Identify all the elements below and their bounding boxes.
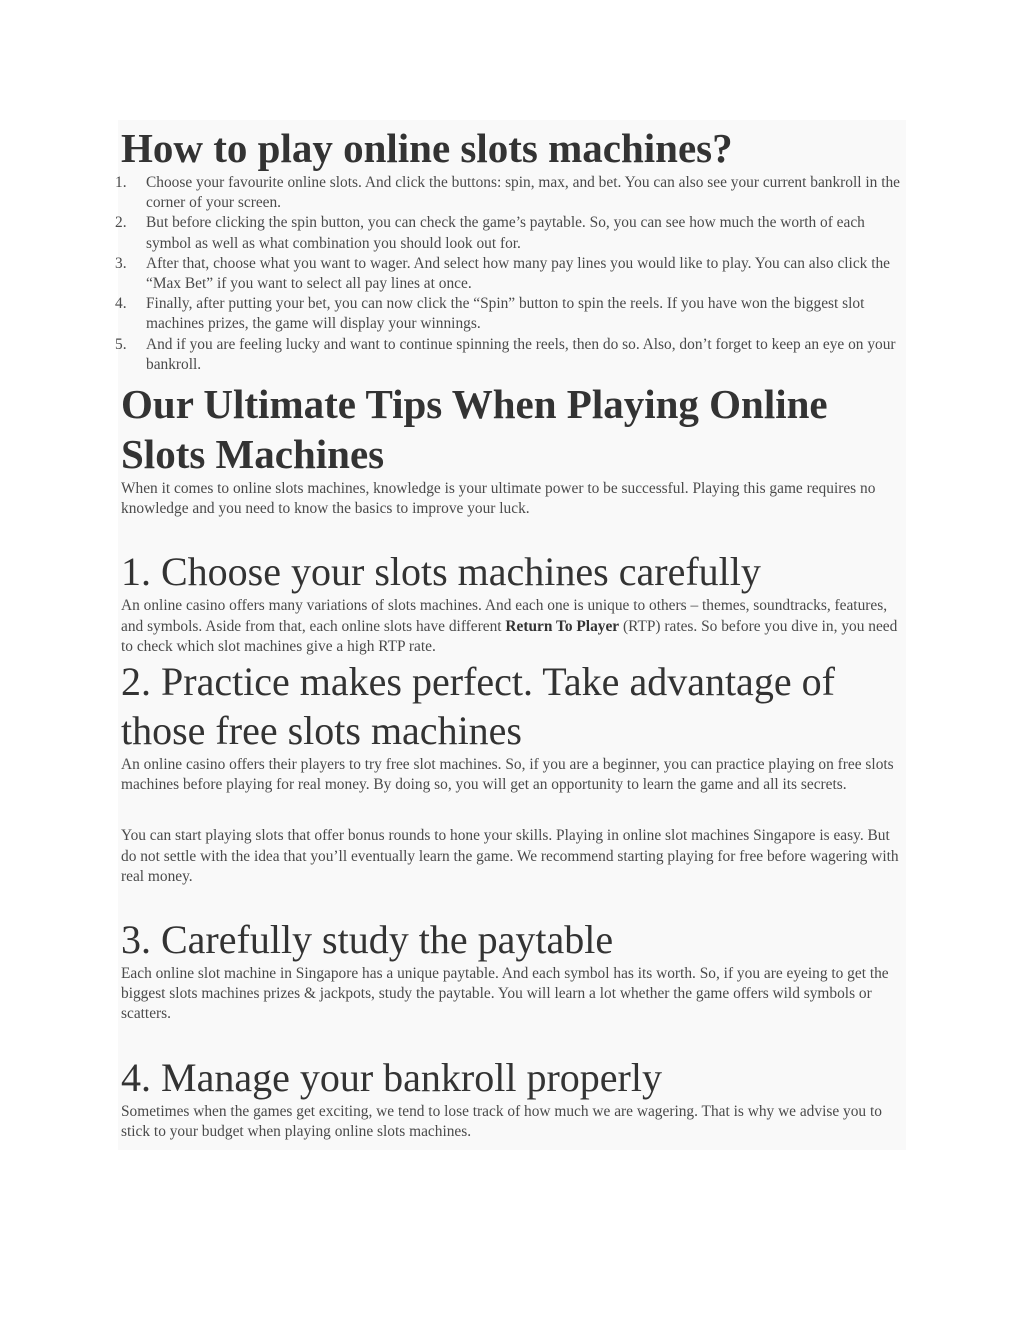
article: [115, 120, 905, 1142]
list-item-text: And if you are feeling lucky and want to continue spinning the reels, then do so. Also, don’t forget to keep an eye on your bankroll.: [146, 335, 896, 373]
how-to-play-heading: How to play online slots machines?: [121, 125, 733, 171]
tip-3-text: Each online slot machine in Singapore has a unique paytable. And each symbol has its worth. So, if you are eyeing to get the biggest slots machines prizes & jackpots, study the paytable. You will learn a lot whether the game offers wild symbols or scatters.: [121, 965, 889, 1023]
list-item: [115, 213, 905, 253]
list-item: [115, 294, 905, 334]
tip-1-text-start: An online casino offers many variations of slots machines. And each one is unique to others – themes, soundtracks, features, and symbols. Aside from that, each online slots have different: [121, 597, 888, 635]
list-item-text: Choose your favourite online slots. And click the buttons: spin, max, and bet. You can also see your current bankroll in the corner of your screen.: [146, 174, 901, 212]
list-item: [115, 335, 905, 375]
tip-1-text: [121, 596, 905, 657]
list-item: [115, 254, 905, 294]
tip-4-text: Sometimes when the games get exciting, we tend to lose track of how much we are wagering. That is why we advise you to stick to your budget when playing online slots machines.: [121, 1102, 882, 1140]
list-item: [115, 173, 905, 213]
ultimate-tips-intro: When it comes to online slots machines, knowledge is your ultimate power to be successful. Playing this game requires no knowledge and you need to know the basics to improve your luck.: [121, 480, 876, 518]
list-item-number: 4.: [115, 295, 127, 313]
list-item-text: Finally, after putting your bet, you can now click the “Spin” button to spin the reels. If you have won the biggest slot machines prizes, the game will display your winnings.: [146, 295, 865, 333]
ultimate-tips-heading: Our Ultimate Tips When Playing Online Slots Machines: [121, 381, 828, 478]
list-item-text: After that, choose what you want to wager. And select how many pay lines you would like to play. You can also click the “Max Bet” if you want to select all pay lines at once.: [146, 254, 891, 293]
rtp-term: Return To Player: [505, 617, 620, 635]
tip-1-text-end: (RTP) rates. So before you dive in, you need to check which slot machines give a high RTP rate.: [121, 617, 898, 655]
tip-2-text: An online casino offers their players to try free slot machines. So, if you are a beginner, you can practice playing on free slots machines before playing for real money. By doing so, you will get an opportunity to learn the game and all its secrets.: [121, 756, 894, 794]
list-item-text: But before clicking the spin button, you can check the game’s paytable. So, you can see how much the worth of each symbol as well as what combination you should look out for.: [146, 214, 865, 252]
tip-2-text-2: You can start playing slots that offer bonus rounds to hone your skills. Playing in online slot machines Singapore is easy. But do not settle with the idea that you’ll eventually learn the game. We recommend starting playing for free before wagering with real money.: [121, 827, 899, 885]
list-item-number: 3.: [115, 254, 127, 272]
tip-4-heading: 4. Manage your bankroll properly: [121, 1054, 662, 1100]
tip-3-heading: 3. Carefully study the paytable: [121, 917, 614, 963]
tip-2-heading: 2. Practice makes perfect. Take advantage of those free slots machines: [121, 659, 835, 754]
list-item-number: 1.: [115, 174, 127, 191]
tip-1-heading: 1. Choose your slots machines carefully: [121, 549, 761, 595]
list-item-number: 5.: [115, 335, 127, 353]
steps-list: [115, 173, 905, 375]
list-item-number: 2.: [115, 214, 127, 232]
